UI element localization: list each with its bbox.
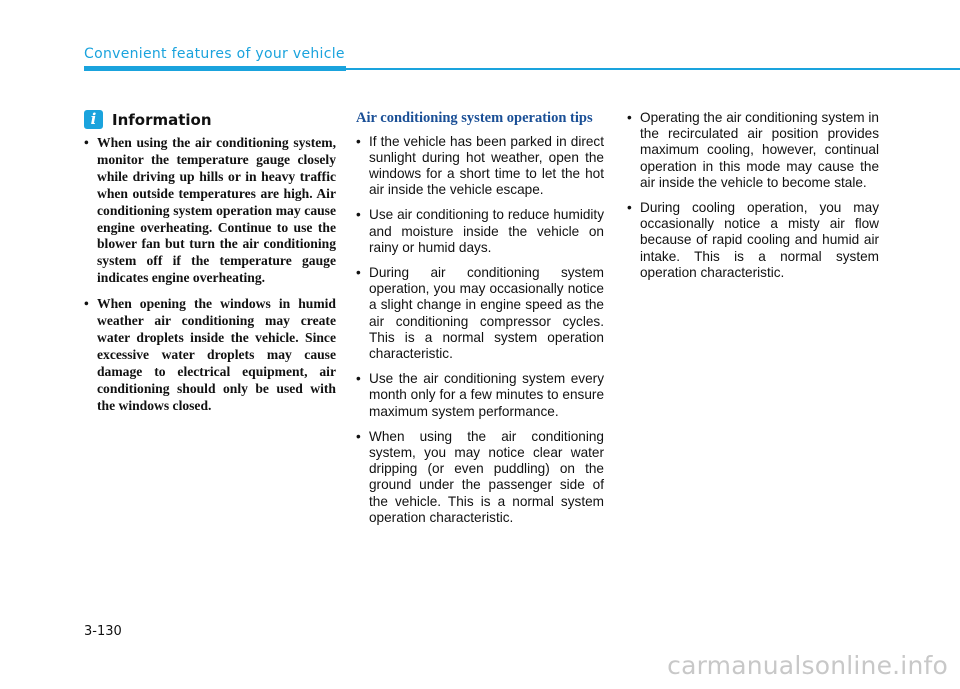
information-list	[84, 135, 336, 415]
watermark: carmanualsonline.info	[667, 651, 948, 680]
column-information	[84, 110, 336, 424]
column-more-tips	[627, 110, 879, 290]
page-number: 3-130	[84, 624, 122, 639]
list-item: • During cooling operation, you may occasionally notice a misty air flow because of rapid cooling and humid air intake. This is a normal system operation characteristic.	[627, 200, 879, 281]
information-title: Information	[112, 110, 212, 129]
list-item: • If the vehicle has been parked in direct sunlight during hot weather, open the windows for a short time to let the hot air inside the vehicle escape.	[356, 134, 604, 199]
header-rule-thin	[346, 68, 960, 70]
list-item: • Operating the air conditioning system in the recirculated air position provides maximum cooling, however, continual operation in this mode may cause the air inside the vehicle to become stale.	[627, 110, 879, 191]
column-tips	[356, 110, 604, 535]
header-rule-thick	[84, 66, 346, 71]
list-item: • When using the air conditioning system, you may notice clear water dripping (or even puddling) on the ground under the passenger side of the vehicle. This is a normal system operation characteristic.	[356, 429, 604, 526]
tips-list	[356, 134, 604, 526]
list-item: • Use air conditioning to reduce humidity and moisture inside the vehicle on rainy or humid days.	[356, 207, 604, 256]
list-item: • When opening the windows in humid weather air conditioning may create water droplets inside the vehicle. Since excessive water droplets may cause damage to electrical equipment, air conditioning should only be used with the windows closed.	[84, 296, 336, 414]
tips-section-title: Air conditioning system operation tips	[356, 110, 593, 126]
list-item: • When using the air conditioning system, monitor the temperature gauge closely while driving up hills or in heavy traffic when outside temperatures are high. Air conditioning system operation may cause engine overheating. Continue to use the blower fan but turn the air conditioning system off if the temperature gauge indicates engine overheating.	[84, 135, 336, 287]
section-header-title: Convenient features of your vehicle	[84, 46, 345, 62]
info-icon: i	[84, 110, 103, 129]
list-item: • Use the air conditioning system every month only for a few minutes to ensure maximum system performance.	[356, 371, 604, 420]
list-item: • During air conditioning system operation, you may occasionally notice a slight change in engine speed as the air conditioning compressor cycles. This is a normal system operation characteristic.	[356, 265, 604, 362]
more-tips-list	[627, 110, 879, 281]
information-heading	[84, 110, 336, 129]
